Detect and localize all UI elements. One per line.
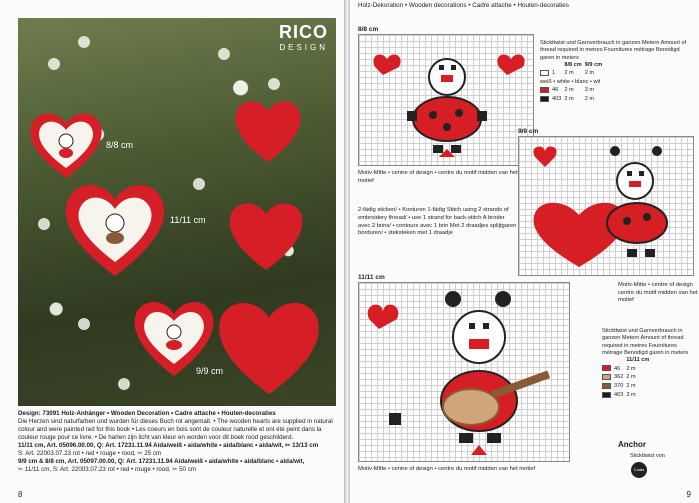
legend-row xyxy=(602,383,652,392)
stitch-instructions: 2-fädig sticken/ • Konturen 1-fädig Stitch using 2 strands of embroidery thread/ • use 1 strand for back-stitch A broder avec 2 brins/ • contours avec 1 brin Met 2 draadjes splijtgaren borduren/ • steksteken met 1 draadje xyxy=(358,207,517,237)
rico-design-logo xyxy=(279,22,328,52)
materials-line-4: ✂ 11/11 cm, S: Art. 22003.07.23 rot • red • rouge • rood, ✂ 50 cm xyxy=(18,465,196,473)
legend-amount: 2 m xyxy=(626,374,636,381)
materials-line-1: 11/11 cm, Art. 05096.00.00, Q: Art. 17231.11.94 Aida/weiß • aida/white • aida/blanc • aida/wit, ✂ 13/13 cm xyxy=(18,441,319,449)
legend-amount: 2 m xyxy=(626,365,636,372)
anchor-sub: Stickttwist von xyxy=(630,453,665,459)
swatch-red xyxy=(540,87,549,93)
swatch-tan xyxy=(602,374,611,380)
chart-motif-ladybug xyxy=(359,35,535,167)
red-wooden-heart xyxy=(226,198,306,272)
blossom-decoration xyxy=(193,178,205,190)
page-number-left: 8 xyxy=(18,490,23,499)
swatch-red xyxy=(602,365,611,371)
left-description xyxy=(18,410,338,474)
chart-size-9: 9/9 cm xyxy=(518,128,539,135)
size-label-11: 11/11 cm xyxy=(170,215,206,225)
thread-legend-top xyxy=(540,40,690,105)
legend-amount: 3 m xyxy=(626,391,636,398)
legend-amount: 2 m xyxy=(584,96,595,103)
legend-code: 370 xyxy=(614,383,624,390)
chart-size-8: 8/8 cm xyxy=(358,26,379,33)
legend-top-heading: Stickttwist und Garnverbrauch in ganzen Metern Amount of thread required in metres Fournitures métrage Benodigd garen in meters xyxy=(540,40,687,61)
legend-code: 46 xyxy=(552,87,559,94)
blossom-decoration xyxy=(78,36,90,48)
blossom-decoration xyxy=(118,378,130,390)
swatch-brown xyxy=(602,383,611,389)
right-page xyxy=(350,0,699,503)
description-paragraph: Die Herzen sind naturfarben und wurden für dieses Buch rot angemalt. • The wooden hearts are supplied in natural colour and were painted red for this book • Les coeurs en bois sont de couleur naturelle et ont été peint dans la couleur rouge pour ce livre. • De harten zijn licht van kleur en worden voor dit boek rood geschilderd. xyxy=(18,417,333,441)
blossom-decoration xyxy=(38,218,50,230)
legend-amount: 2 m xyxy=(564,70,574,77)
anchor-logo: Anchor xyxy=(618,440,646,449)
left-page xyxy=(0,0,344,503)
embroidered-heart-large xyxy=(60,178,170,278)
legend-code: 403 xyxy=(552,96,562,103)
swatch-black xyxy=(540,96,549,102)
product-photo xyxy=(18,18,336,406)
legend-bottom-heading: Stickttwist und Garnverbrauch in ganzen Metern Amount of thread required in metres Fournitures métrage Benodigd garen in meters xyxy=(602,328,689,356)
cross-stitch-chart-9 xyxy=(518,136,694,276)
motif-centre-b: Motiv-Mitte • centre of design centre du motif midden van het motief xyxy=(618,282,698,304)
legend-amount: 2 m xyxy=(626,383,636,390)
legend-bottom-table xyxy=(602,357,652,400)
legend-top-col2: 9/9 cm xyxy=(584,61,603,68)
red-wooden-heart xyxy=(214,296,324,396)
legend-row xyxy=(602,374,652,383)
legend-row xyxy=(602,392,652,401)
legend-amount: 2 m xyxy=(564,96,574,103)
red-wooden-heart xyxy=(232,96,304,164)
legend-code: 362 xyxy=(614,374,624,381)
size-label-9: 9/9 cm xyxy=(196,366,224,376)
legend-amount: 2 m xyxy=(584,70,595,77)
legend-amount: 3 m xyxy=(584,87,595,94)
brand-sub: DESIGN xyxy=(279,43,328,52)
blossom-decoration xyxy=(218,48,230,60)
embroidered-heart-small xyxy=(26,108,106,180)
legend-row xyxy=(540,96,605,105)
coats-logo: Coats xyxy=(631,462,647,478)
size-label-8: 8/8 cm xyxy=(106,140,134,150)
cross-stitch-chart-11 xyxy=(358,282,570,462)
legend-top-col1: 8/8 cm xyxy=(564,61,582,68)
legend-code: 46 xyxy=(614,365,621,372)
legend-top-table xyxy=(540,62,605,105)
swatch-black xyxy=(602,392,611,398)
legend-amount: 2 m xyxy=(564,87,574,94)
legend-row xyxy=(540,70,605,79)
materials-line-2: S: Art. 22003.07.23 rot • red • rouge • rood, ✂ 25 cm xyxy=(18,449,162,457)
chart-motif-ladybug-heart xyxy=(519,137,695,277)
chart-size-11: 11/11 cm xyxy=(358,274,385,281)
motif-centre-c: Motiv-Mitte • centre of design • centre du motif midden van het motief xyxy=(358,466,536,472)
cross-stitch-chart-8 xyxy=(358,34,534,166)
design-line: Design: 73091 Holz-Anhänger • Wooden Decoration • Cadre attache • Houten-decoraties xyxy=(18,410,276,417)
legend-code: 403 xyxy=(614,391,624,398)
brand-name: RICO xyxy=(279,22,328,42)
legend-code: 1 xyxy=(552,70,556,77)
page-number-right: 9 xyxy=(686,490,691,499)
legend-row xyxy=(602,365,652,374)
swatch-white xyxy=(540,70,549,76)
materials-line-3: 9/9 cm & 8/8 cm, Art. 05097.00.00, Q: Art. 17231.11.94 Aida/weiß • aida/white • aida/blanc • aida/wit, xyxy=(18,457,305,465)
legend-row xyxy=(540,87,605,96)
blossom-decoration xyxy=(268,78,280,90)
motif-centre-a: Motiv-Mitte • centre of design • centre du motif midden van het motief xyxy=(358,170,518,184)
legend-colour-name: weiß • white • blanc • wit xyxy=(540,78,601,85)
chart-motif-ladybug-guitar xyxy=(359,283,571,463)
thread-legend-bottom xyxy=(602,328,696,400)
blossom-decoration xyxy=(48,58,60,70)
blossom-decoration xyxy=(78,318,90,330)
right-page-title: Holz-Dekoration • Wooden decorations • Cadre attache • Houten-decoraties xyxy=(358,2,569,9)
legend-bottom-col1: 11/11 cm xyxy=(626,357,650,364)
